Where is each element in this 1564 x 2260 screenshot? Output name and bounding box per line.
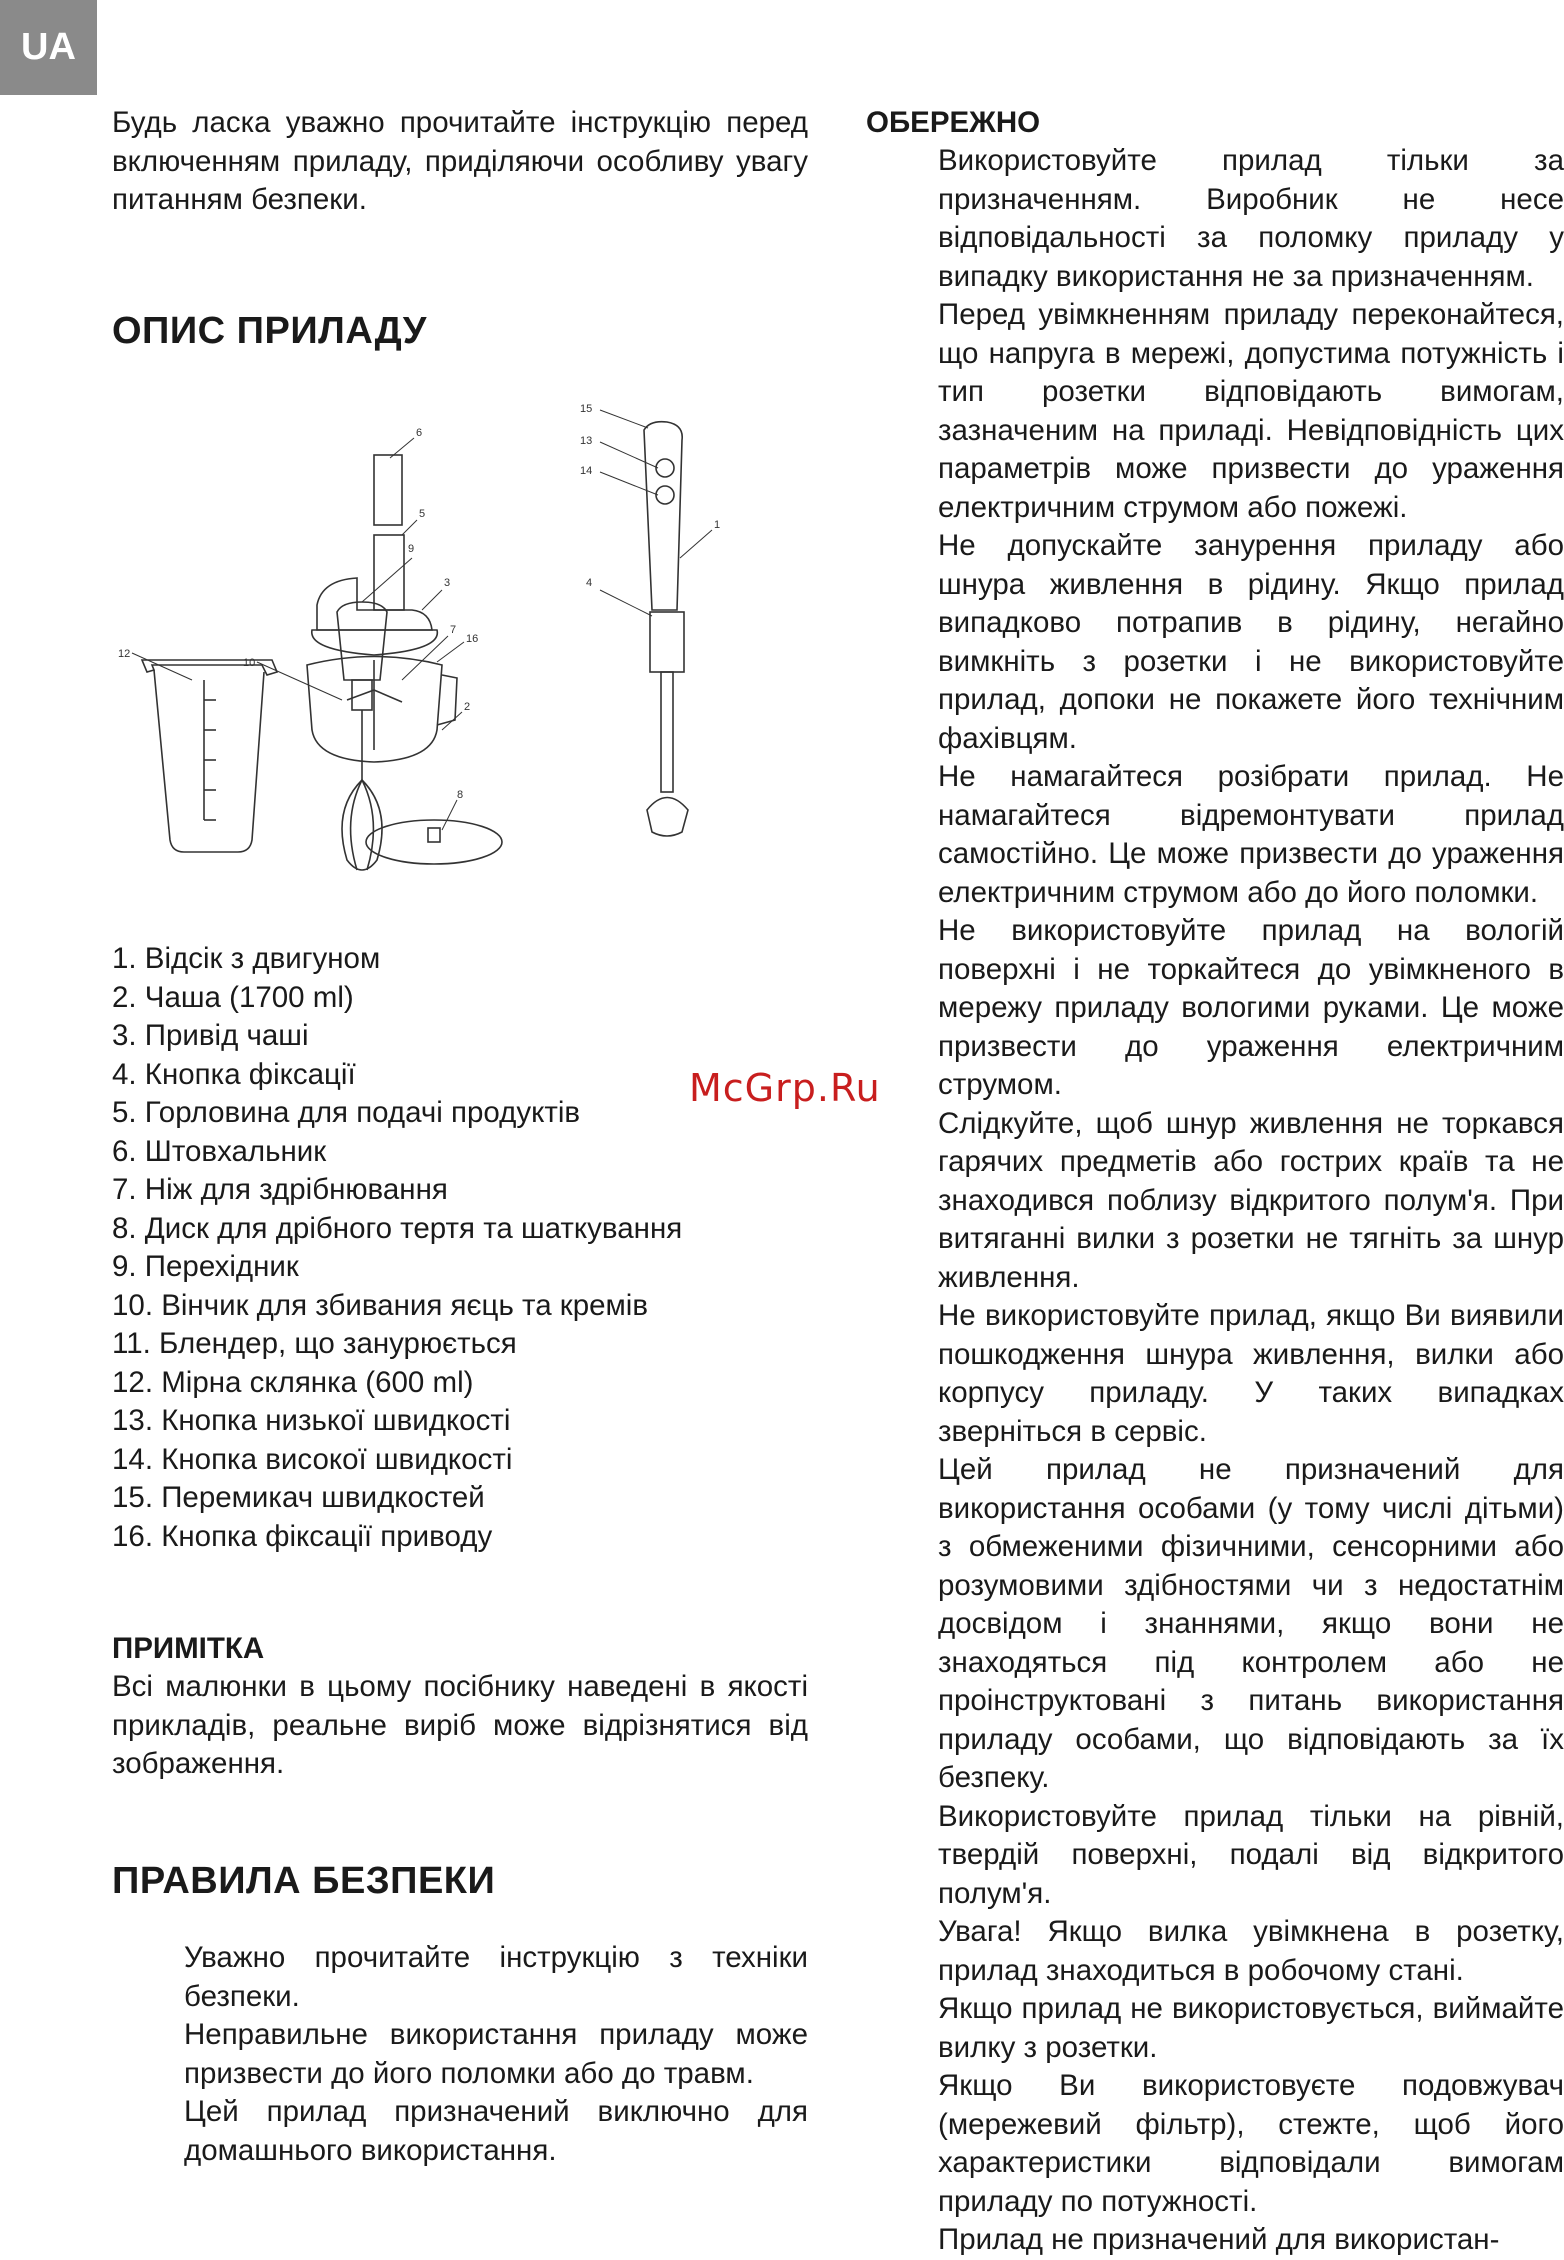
hand-blender-drawing [644,422,688,836]
caution-item: Якщо Ви використовуєте подовжувач (мережевий фільтр), стежте, щоб його характеристики відповідали вимогам приладу по потужності. [938,2069,1564,2218]
label-3: 3 [444,577,451,589]
list-item: 6. Штовхальник [112,1134,327,1168]
list-item: 5. Горловина для подачі продуктів [112,1096,581,1129]
list-item: 2. Чаша (1700 ml) [112,980,354,1014]
parts-list [112,940,812,1556]
list-item: 9. Перехідник [112,1250,299,1283]
caution-item: Використовуйте прилад тільки на рівній, твердій поверхні, подалі від відкритого полум'я. [938,1799,1564,1910]
label-15: 15 [580,403,593,415]
list-item: 14. Кнопка високої швидкості [112,1442,513,1476]
caution-item: Перед увімкненням приладу переконайтеся, що напруга в мережі, допустима потужність і тип розетки відповідають вимогам, зазначеним на приладі. Невідповідність цих параметрів може призвести до ураження електричним струмом або пожежі. [938,298,1564,524]
label-4: 4 [586,577,593,589]
caution-item: Якщо прилад не використовується, виймайте вилку з розетки. [938,1992,1564,2064]
list-item: 10. Вінчик для збивания яєць та кремів [112,1288,649,1322]
appliance-diagram [112,380,832,920]
label-1: 1 [714,519,721,531]
caution-item: Увага! Якщо вилка увімкнена в розетку, прилад знаходиться в робочому стані. [938,1915,1564,1987]
caution-item: Не використовуйте прилад на вологій поверхні і не торкайтеся до увімкненого в мережу приладу вологими руками. Це може призвести до ураження електричним струмом. [938,914,1564,1101]
caution-item: Використовуйте прилад тільки за призначенням. Виробник не несе відповідальності за поломку приладу у випадку використання не за призначенням. [938,144,1564,293]
watermark: McGrp.Ru [689,1066,881,1110]
appliance-figure [112,380,832,920]
intro-paragraph: Будь ласка уважно прочитайте інструкцію перед включенням приладу, приділяючи особливу увагу питанням безпеки. [112,106,808,216]
whisk-drawing [337,602,387,870]
label-14: 14 [580,465,593,477]
note-text: Всі малюнки в цьому посібнику наведені в якості прикладів, реальне виріб може відрізнятися від зображення. [112,1670,808,1780]
label-2: 2 [464,701,471,713]
list-item: 13. Кнопка низької швидкості [112,1404,511,1437]
caution-item: Цей прилад не призначений для використання особами (у тому числі дітьми) з обмеженими фізичними, сенсорними або розумовими здібностями чи з недостатнім досвідом і знаннями, якщо вони не знаходяться під контролем або не проінструктовані з питань використання приладу особами, що відповідають за їх безпеку. [938,1453,1564,1794]
language-badge: UA [0,0,97,95]
caution-item: Не допускайте занурення приладу або шнура живлення в рідину. Якщо прилад випадково потрапив в рідину, негайно вимкніть з розетки і не використовуйте прилад, допоки не покажете його технічним фахівцям. [938,529,1564,755]
label-8: 8 [457,789,464,801]
figure-callouts [118,403,720,830]
list-item: 1. Відсік з двигуном [112,942,381,975]
list-item: 3. Привід чаші [112,1019,309,1052]
caution-item: Не використовуйте прилад, якщо Ви виявили пошкодження шнура живлення, вилки або корпусу приладу. У таких випадках зверніться в сервіс. [938,1299,1564,1448]
label-16: 16 [466,633,479,645]
list-item: 8. Диск для дрібного тертя та шаткування [112,1211,683,1245]
caution-item: Не намагайтеся розібрати прилад. Не намагайтеся відремонтувати прилад самостійно. Це може призвести до ураження електричним струмом або до його поломки. [938,760,1564,909]
safety-item: Цей прилад призначений виключно для домашнього використання. [184,2095,808,2167]
safety-heading: ПРАВИЛА БЕЗПЕКИ [112,1860,496,1902]
caution-heading: ОБЕРЕЖНО [866,106,1041,139]
list-item: 4. Кнопка фіксації [112,1057,356,1091]
list-item: 15. Перемикач швидкостей [112,1481,485,1514]
description-heading: ОПИС ПРИЛАДУ [112,309,427,352]
food-processor-drawing [307,455,502,864]
note-heading: ПРИМІТКА [112,1632,265,1665]
safety-item: Неправильне використання приладу може призвести до його поломки або до травм. [184,2018,808,2090]
label-9: 9 [408,543,415,555]
label-7: 7 [450,624,457,636]
measuring-cup-drawing [142,660,277,852]
list-item: 16. Кнопка фіксації приводу [112,1519,493,1553]
caution-item: Слідкуйте, щоб шнур живлення не торкався гарячих предметів або гострих країв та не знаходився поблизу відкритого полум'я. При витяганні вилки з розетки не тягніть за шнур живлення. [938,1106,1564,1294]
caution-item: Прилад не призначений для використан- [938,2223,1500,2256]
safety-section [112,1860,808,2170]
label-6: 6 [416,427,423,439]
safety-item: Уважно прочитайте інструкцію з техніки безпеки. [184,1941,808,2013]
left-column [112,104,808,353]
list-item: 7. Ніж для здрібнювання [112,1173,448,1206]
note-section [112,1630,808,1784]
label-13: 13 [580,435,593,447]
label-12: 12 [118,648,131,660]
label-5: 5 [419,508,426,520]
right-column [866,104,1564,2260]
list-item: 11. Блендер, що занурюється [112,1327,517,1360]
label-10: 10 [243,657,256,669]
list-item: 12. Мірна склянка (600 ml) [112,1365,474,1399]
